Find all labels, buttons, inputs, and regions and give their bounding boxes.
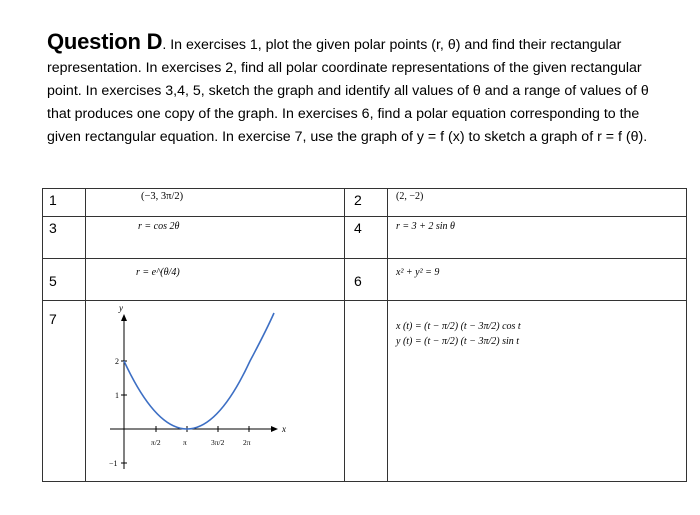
exercise-content-cell	[388, 301, 687, 482]
exercise-table	[42, 188, 687, 482]
exercise-number: 1	[49, 192, 57, 208]
exercise-content-cell	[388, 189, 687, 217]
exercise-content-cell	[86, 259, 345, 301]
exercise-content: x² + y² = 9	[396, 267, 440, 278]
table-row	[43, 259, 687, 301]
parametric-y-equation: y (t) = (t − π/2) (t − 3π/2) sin t	[396, 336, 520, 347]
exercise-content-cell	[388, 259, 687, 301]
y-tick-label: −1	[109, 459, 118, 468]
table-row	[43, 301, 687, 482]
y-tick-label: 1	[115, 391, 119, 400]
y-axis-label: y	[119, 303, 123, 313]
exercise-content: r = cos 2θ	[138, 221, 180, 232]
exercise-number-cell	[345, 259, 388, 301]
exercise-content: (2, −2)	[396, 191, 424, 202]
table-row	[43, 189, 687, 217]
question-instructions: . In exercises 1, plot the given polar points (r, θ) and find their rectangular representation. In exercises 2, find all polar coordinate representations of the given rectangular point. In exercises 3,4, 5, sketch the graph and identify all values of θ and a range of values of θ that produces one copy of the graph. In exercises 6, find a polar equation corresponding to the given rectangular equation. In exercise 7, use the graph of y = f (x) to sketch a graph of r = f (θ).	[47, 37, 649, 145]
exercise-content: r = e^(θ/4)	[136, 267, 180, 278]
exercise-number-cell	[43, 217, 86, 259]
question-title: Question D	[47, 29, 163, 54]
exercise-number-cell	[345, 217, 388, 259]
exercise-number: 7	[49, 311, 57, 327]
exercise-number: 2	[354, 192, 362, 208]
exercise-graph-cell	[86, 301, 345, 482]
exercise-number: 6	[354, 273, 362, 289]
parametric-x-equation: x (t) = (t − π/2) (t − 3π/2) cos t	[396, 321, 521, 332]
parametric-equations	[388, 301, 686, 349]
x-tick-label: π	[183, 438, 187, 447]
x-tick-label: 2π	[243, 438, 251, 447]
exercise-content: r = 3 + 2 sin θ	[396, 221, 455, 232]
x-axis-arrow	[271, 426, 278, 432]
exercise-content-cell	[388, 217, 687, 259]
y-tick-label: 2	[115, 357, 119, 366]
x-tick-label: π/2	[151, 438, 161, 447]
y-axis-arrow	[121, 314, 127, 321]
exercise-number-cell	[345, 301, 388, 482]
exercise-content-cell	[86, 217, 345, 259]
exercise-number-cell	[43, 189, 86, 217]
function-graph	[86, 301, 344, 476]
exercise-number: 5	[49, 273, 57, 289]
exercise-number-cell	[345, 189, 388, 217]
exercise-content-cell	[86, 189, 345, 217]
exercise-number-cell	[43, 301, 86, 482]
exercise-number: 4	[354, 220, 362, 236]
parabola-curve	[124, 313, 274, 429]
exercise-number: 3	[49, 220, 57, 236]
question-text	[47, 30, 657, 149]
exercise-number-cell	[43, 259, 86, 301]
table-row	[43, 217, 687, 259]
exercise-content: (−3, 3π/2)	[141, 191, 184, 202]
x-tick-label: 3π/2	[211, 438, 225, 447]
x-axis-label: x	[282, 424, 286, 434]
